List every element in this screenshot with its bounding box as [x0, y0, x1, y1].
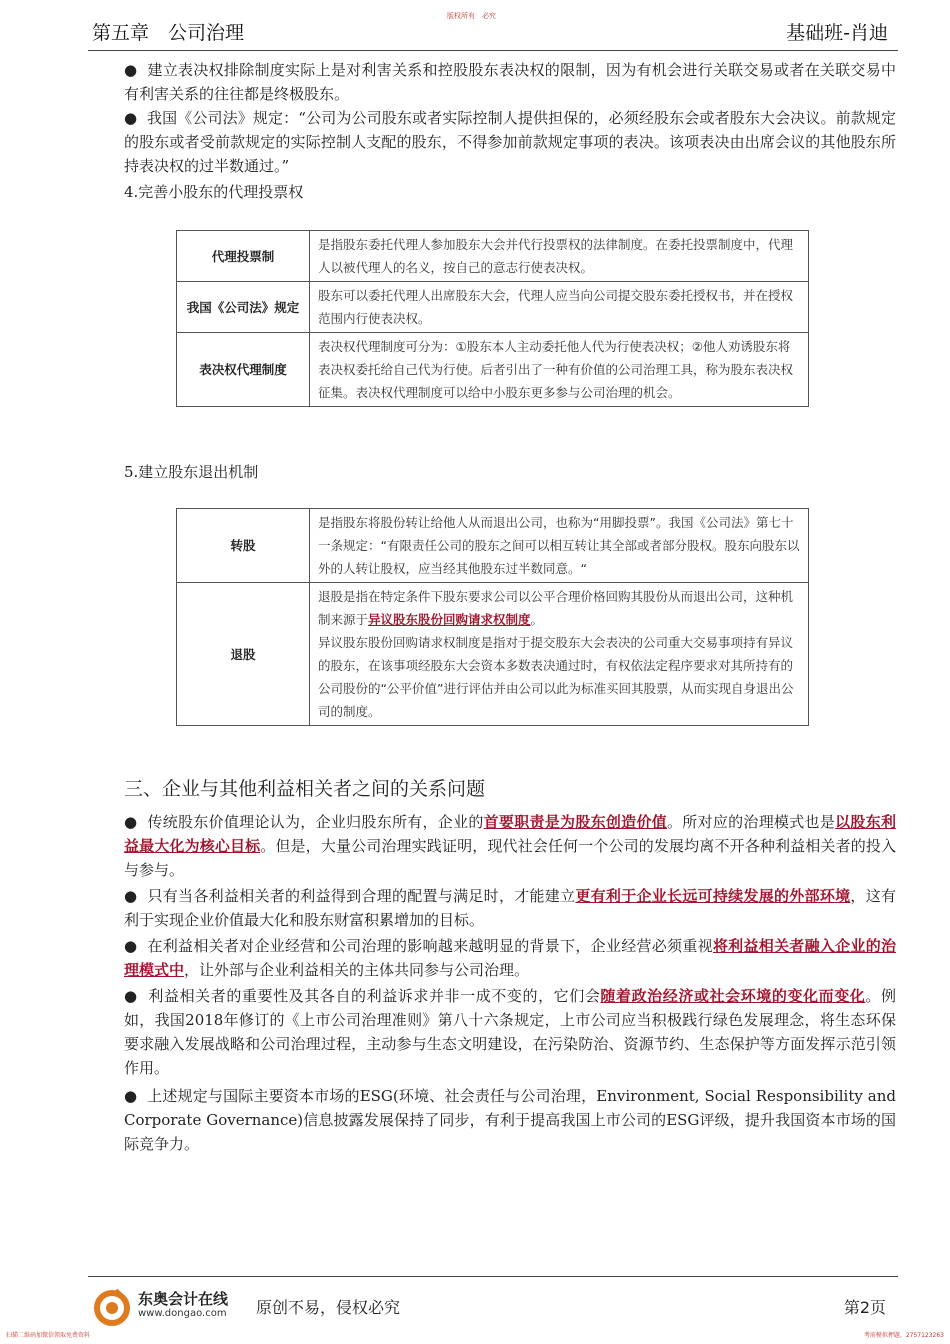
text-run: 利益相关者的重要性及其各自的利益诉求并非一成不变的，它们会: [148, 987, 601, 1005]
bullet-icon: ●: [124, 813, 138, 831]
text-run: 。: [530, 612, 544, 627]
heading-4: 4.完善小股东的代理投票权: [124, 183, 304, 201]
heading-5: 5.建立股东退出机制: [124, 463, 259, 481]
table-row: [177, 282, 809, 333]
proxy-voting-table: [176, 230, 809, 407]
exit-mechanism-table: [176, 508, 809, 726]
bullet-icon: ●: [124, 937, 138, 955]
dongao-logo-icon: [92, 1286, 132, 1326]
table-key: 退股: [177, 583, 310, 726]
course-label: 基础班-肖迪: [786, 22, 888, 44]
bullet-icon: ●: [124, 987, 138, 1005]
text-run: 异议股东股份回购请求权制度是指对于提交股东大会表决的公司重大交易事项持有异议的股东，在该事项经股东大会资本多数表决通过时，有权依法定程序要求对其所持有的公司股份的“公平价值”进行评估并由公司以此为标准买回其股票，从而实现自身退出公司的制度。: [318, 635, 794, 719]
text-run: ，这有利于实现企业价值最大化和股东财富积累增加的目标。: [124, 887, 896, 929]
table-key: 代理投票制: [177, 231, 310, 282]
table-value: 是指股东将股份转让给他人从而退出公司，也称为“用脚投票”。我国《公司法》第七十一条规定：“有限责任公司的股东之间可以相互转让其全部或者部分股权。股东向股东以外的人转让股权，应当经其他股东过半数同意。“: [310, 509, 809, 583]
table-key: 我国《公司法》规定: [177, 282, 310, 333]
text-run: 。但是，大量公司治理实践证明，现代社会任何一个公司的发展均离不开各种利益相关者的投入与参与。: [124, 837, 896, 879]
table-row: [177, 583, 809, 726]
text-run: 。例如，我国2018年修订的《上市公司治理准则》第八十六条规定，上市公司应当积极践行绿色发展理念，将生态环保要求融入发展战略和公司治理过程，主动参与生态文明建设，在污染防治、资源节约、生态保护等方面发挥示范引领作用。: [124, 987, 896, 1077]
footer-divider: [88, 1276, 898, 1277]
brand-name: 东奥会计在线: [138, 1290, 229, 1308]
bullet-paragraph: [124, 58, 896, 106]
bullet-icon: ●: [124, 887, 138, 905]
highlight-text: 以股东利益最大化为核心目标: [124, 813, 896, 855]
text-run: 。所对应的治理模式也是: [667, 813, 836, 831]
chapter-title: 第五章 公司治理: [92, 22, 245, 44]
table-value: 股东可以委托代理人出席股东大会，代理人应当向公司提交股东委托授权书，并在授权范围内行使表决权。: [310, 282, 809, 333]
bullet-text: 上述规定与国际主要资本市场的ESG(环境、社会责任与公司治理，Environment, Social Responsibility and Corporate Governance)信息披露发展保持了同步，有利于提高我国上市公司的ESG评级，提升我国资本市场的国际竞争力。: [124, 1087, 897, 1153]
highlight-text: 随着政治经济或社会环境的变化而变化: [600, 987, 866, 1005]
text-run: 退股是指在特定条件下股东要求公司以公平合理价格回购其股份从而退出公司，这种机制来源于: [318, 589, 794, 627]
bullet-icon: ●: [124, 1087, 138, 1105]
brand-url: www.dongao.com: [138, 1308, 227, 1319]
footer-note-left: 扫描二维码加微信领取免费资料: [6, 1332, 91, 1339]
text-run: 在利益相关者对企业经营和公司治理的影响越来越明显的背景下，企业经营必须重视: [147, 937, 713, 955]
table-row: [177, 231, 809, 282]
table-key: 转股: [177, 509, 310, 583]
table-value: 是指股东委托代理人参加股东大会并代行投票权的法律制度。在委托投票制度中，代理人以被代理人的名义，按自己的意志行使表决权。: [310, 231, 809, 282]
highlight-text: 将利益相关者融入企业的治理模式中: [124, 937, 896, 979]
table-key: 表决权代理制度: [177, 333, 310, 407]
bullet-paragraph: [124, 884, 896, 932]
bullet-icon: ●: [124, 61, 138, 79]
text-run: 只有当各利益相关者的利益得到合理的配置与满足时，才能建立: [147, 887, 576, 905]
bullet-paragraph: [124, 984, 896, 1080]
bullet-text: 我国《公司法》规定：“公司为公司股东或者实际控制人提供担保的，必须经股东会或者股东大会决议。前款规定的股东或者受前款规定的实际控制人支配的股东，不得参加前款规定事项的表决。该项表决由出席会议的其他股东所持表决权的过半数通过。”: [124, 109, 896, 175]
footer-note-right: 考前模拟押题，2757123263: [863, 1332, 944, 1339]
header-divider: [88, 50, 898, 51]
section-title: 三、企业与其他利益相关者之间的关系问题: [124, 778, 486, 800]
bullet-icon: ●: [124, 109, 138, 127]
table-row: [177, 333, 809, 407]
bullet-paragraph: [124, 934, 896, 982]
highlight-text: 更有利于企业长远可持续发展的外部环境: [575, 887, 851, 905]
bullet-paragraph: [124, 1084, 896, 1156]
bullet-paragraph: [124, 106, 896, 178]
bullet-text: 建立表决权排除制度实际上是对利害关系和控股股东表决权的限制，因为有机会进行关联交易或者在关联交易中有利害关系的往往都是终极股东。: [124, 61, 896, 103]
highlight-text: 首要职责是为股东创造价值: [483, 813, 668, 831]
text-run: 传统股东价值理论认为，企业归股东所有，企业的: [147, 813, 484, 831]
table-value: 表决权代理制度可分为：①股东本人主动委托他人代为行使表决权；②他人劝诱股东将表决权委托给自己代为行使。后者引出了一种有价值的公司治理工具，称为股东表决权征集。表决权代理制度可以给中小股东更多参与公司治理的机会。: [310, 333, 809, 407]
slogan: 原创不易，侵权必究: [256, 1298, 401, 1317]
highlight-text: 异议股东股份回购请求权制度: [368, 612, 531, 627]
text-run: ，让外部与企业利益相关的主体共同参与公司治理。: [184, 961, 530, 979]
table-value: [310, 583, 809, 726]
page-number: 第2页: [843, 1298, 886, 1317]
table-row: [177, 509, 809, 583]
bullet-paragraph: [124, 810, 896, 882]
copyright-note: 版权所有 必究: [447, 12, 496, 20]
